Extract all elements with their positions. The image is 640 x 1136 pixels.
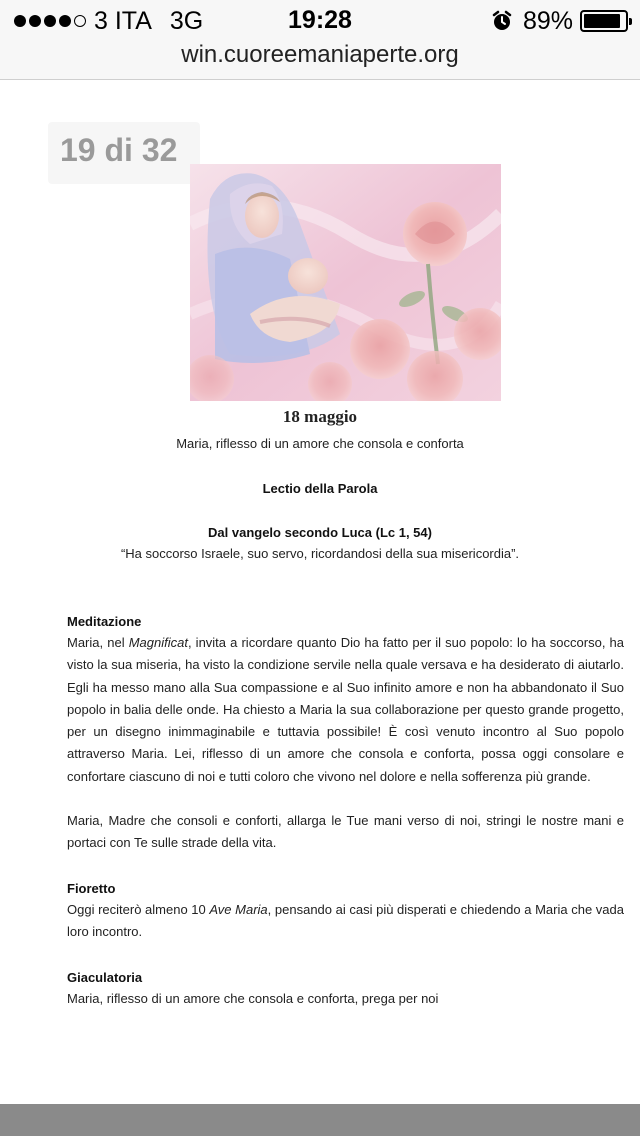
giaculatoria-heading: Giaculatoria (67, 970, 143, 985)
vangelo-heading: Dal vangelo secondo Luca (Lc 1, 54) (208, 525, 432, 540)
madonna-image (190, 164, 501, 401)
page-subtitle: Maria, riflesso di un amore che consola e conforta (176, 436, 464, 451)
fioretto-heading: Fioretto (67, 881, 116, 896)
alarm-clock-icon (491, 10, 513, 32)
battery-percent: 89% (522, 6, 573, 35)
network-type: 3G (169, 6, 204, 35)
page-counter (48, 122, 200, 184)
address-bar[interactable] (0, 40, 640, 80)
status-bar (0, 0, 640, 40)
ave-maria-emphasis: Ave Maria (209, 902, 268, 917)
battery-icon (580, 10, 628, 32)
fioretto-text: Oggi reciterò almeno 10 Ave Maria, pensando ai casi più disperati e chiedendo a Maria che vada loro incontro. (67, 902, 624, 940)
status-right (491, 6, 628, 36)
vangelo-quote: “Ha soccorso Israele, suo servo, ricordandosi della sua misericordia”. (120, 546, 520, 561)
meditazione-heading: Meditazione (67, 614, 142, 629)
giaculatoria-text: Maria, riflesso di un amore che consola e conforta, prega per noi (67, 991, 439, 1006)
battery-fill (584, 14, 620, 28)
meditazione-prayer: Maria, Madre che consoli e conforti, allarga le Tue mani verso di noi, stringi le nostre mani e portaci con Te sulle strade della vita. (67, 813, 624, 851)
lectio-heading: Lectio della Parola (262, 481, 378, 496)
url-text[interactable]: win.cuoreemaniaperte.org (181, 41, 459, 68)
bottom-toolbar[interactable] (0, 1104, 640, 1136)
date-heading: 18 maggio (282, 407, 358, 426)
magnificat-emphasis: Magnificat (128, 635, 188, 650)
page-counter-text: 19 di 32 (60, 132, 178, 168)
meditazione-text: Maria, nel Magnificat, invita a ricordare quanto Dio ha fatto per il suo popolo: lo ha soccorso, ha visto la sua miseria, ha visto la condizione servile nella quale versava e ha desiderato di aiutarlo. Egli ha messo mano alla Sua compassione e al Suo infinito amore e non ha abbandonato il Suo popolo in balia delle onde. Ha chiesto a Maria la sua collaborazione per questo grande progetto, per un disegno inimmaginabile e tuttavia possibile! È così venuto incontro al Suo popolo attraverso Maria. Lei, riflesso di un amore che consola e conforta, possa oggi consolare e confortare ciascuno di noi e tutti coloro che vivono nel dolore e nella sofferenza più grande. (67, 635, 624, 784)
carrier-name: 3 ITA (94, 6, 152, 35)
clock: 19:28 (288, 6, 352, 34)
